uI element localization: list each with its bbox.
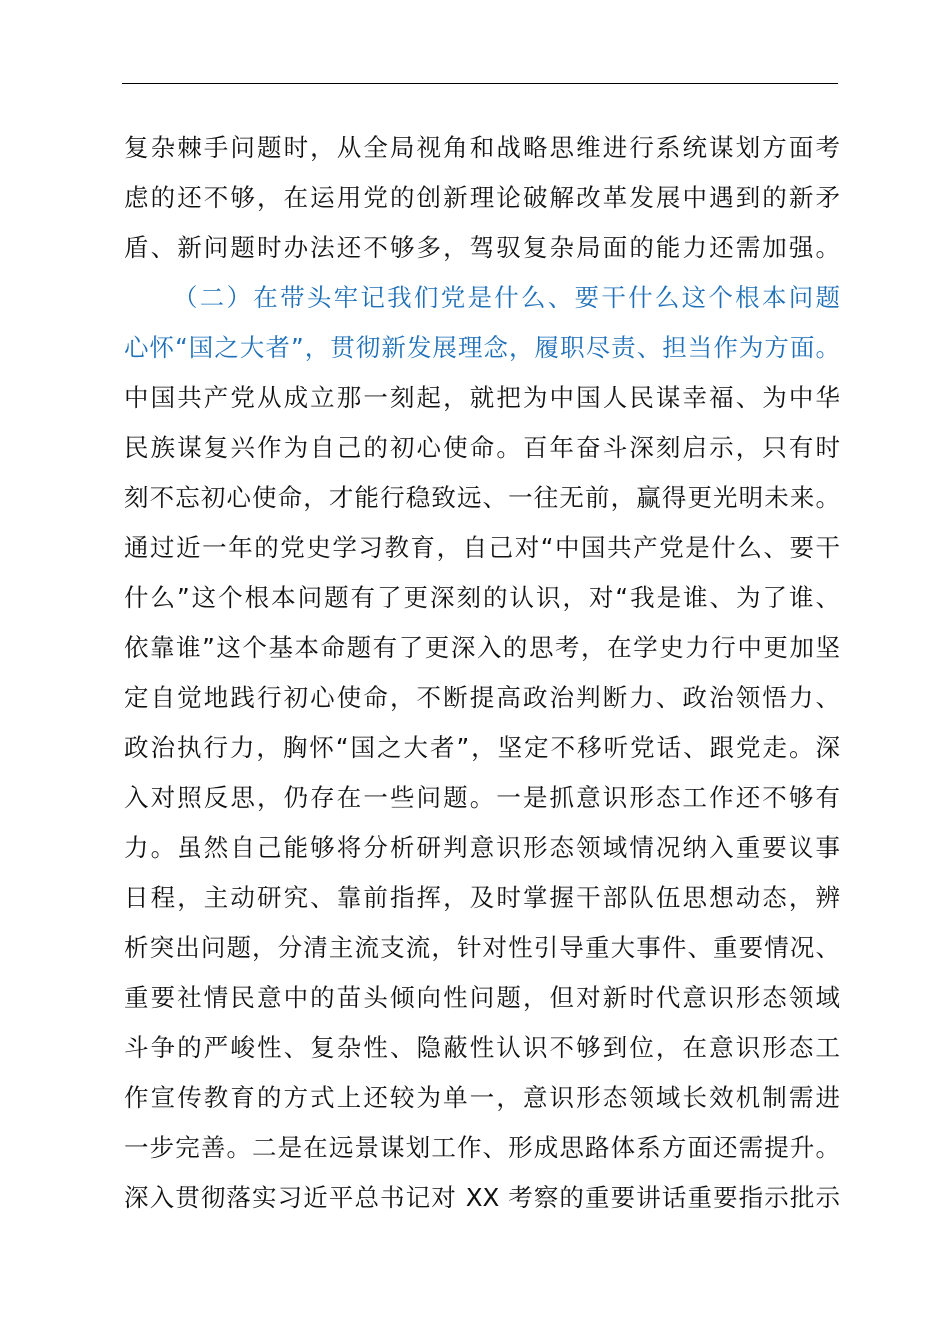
paragraph-continued	[124, 123, 840, 273]
header-rule	[122, 83, 838, 84]
text-line: 析突出问题，分清主流支流，针对性引导重大事件、重要情况、	[124, 933, 840, 962]
text-line: 盾、新问题时办法还不够多，驾驭复杂局面的能力还需加强。	[124, 233, 840, 262]
text-line: 作宣传教育的方式上还较为单一，意识形态领域长效机制需进	[124, 1083, 840, 1112]
section-heading	[124, 273, 840, 373]
text-line: 重要社情民意中的苗头倾向性问题，但对新时代意识形态领域	[124, 983, 840, 1012]
text-line: 什么”这个根本问题有了更深刻的认识，对“我是谁、为了谁、	[124, 583, 840, 612]
text-line: 入对照反思，仍存在一些问题。一是抓意识形态工作还不够有	[124, 783, 840, 812]
heading-line: 心怀“国之大者”，贯彻新发展理念，履职尽责、担当作为方面。	[124, 333, 840, 362]
text-line: 虑的还不够，在运用党的创新理论破解改革发展中遇到的新矛	[124, 183, 840, 212]
text-line: 复杂棘手问题时，从全局视角和战略思维进行系统谋划方面考	[124, 133, 840, 162]
text-line: 力。虽然自己能够将分析研判意识形态领域情况纳入重要议事	[124, 833, 840, 862]
text-line: 一步完善。二是在远景谋划工作、形成思路体系方面还需提升。	[124, 1133, 840, 1162]
text-line: 定自觉地践行初心使命，不断提高政治判断力、政治领悟力、	[124, 683, 840, 712]
paragraph-main	[124, 373, 840, 1223]
heading-line: （二）在带头牢记我们党是什么、要干什么这个根本问题	[173, 283, 840, 312]
text-line: 刻不忘初心使命，才能行稳致远、一往无前，赢得更光明未来。	[124, 483, 840, 512]
text-line: 中国共产党从成立那一刻起，就把为中国人民谋幸福、为中华	[124, 383, 840, 412]
text-line: 深入贯彻落实习近平总书记对 XX 考察的重要讲话重要指示批示	[124, 1183, 840, 1212]
text-line: 斗争的严峻性、复杂性、隐蔽性认识不够到位，在意识形态工	[124, 1033, 840, 1062]
text-line: 依靠谁”这个基本命题有了更深入的思考，在学史力行中更加坚	[124, 633, 840, 662]
text-line: 日程，主动研究、靠前指挥，及时掌握干部队伍思想动态，辨	[124, 883, 840, 912]
text-line: 政治执行力，胸怀“国之大者”，坚定不移听党话、跟党走。深	[124, 733, 840, 762]
text-line: 通过近一年的党史学习教育，自己对“中国共产党是什么、要干	[124, 533, 840, 562]
text-line: 民族谋复兴作为自己的初心使命。百年奋斗深刻启示，只有时	[124, 433, 840, 462]
document-body	[124, 123, 840, 1223]
